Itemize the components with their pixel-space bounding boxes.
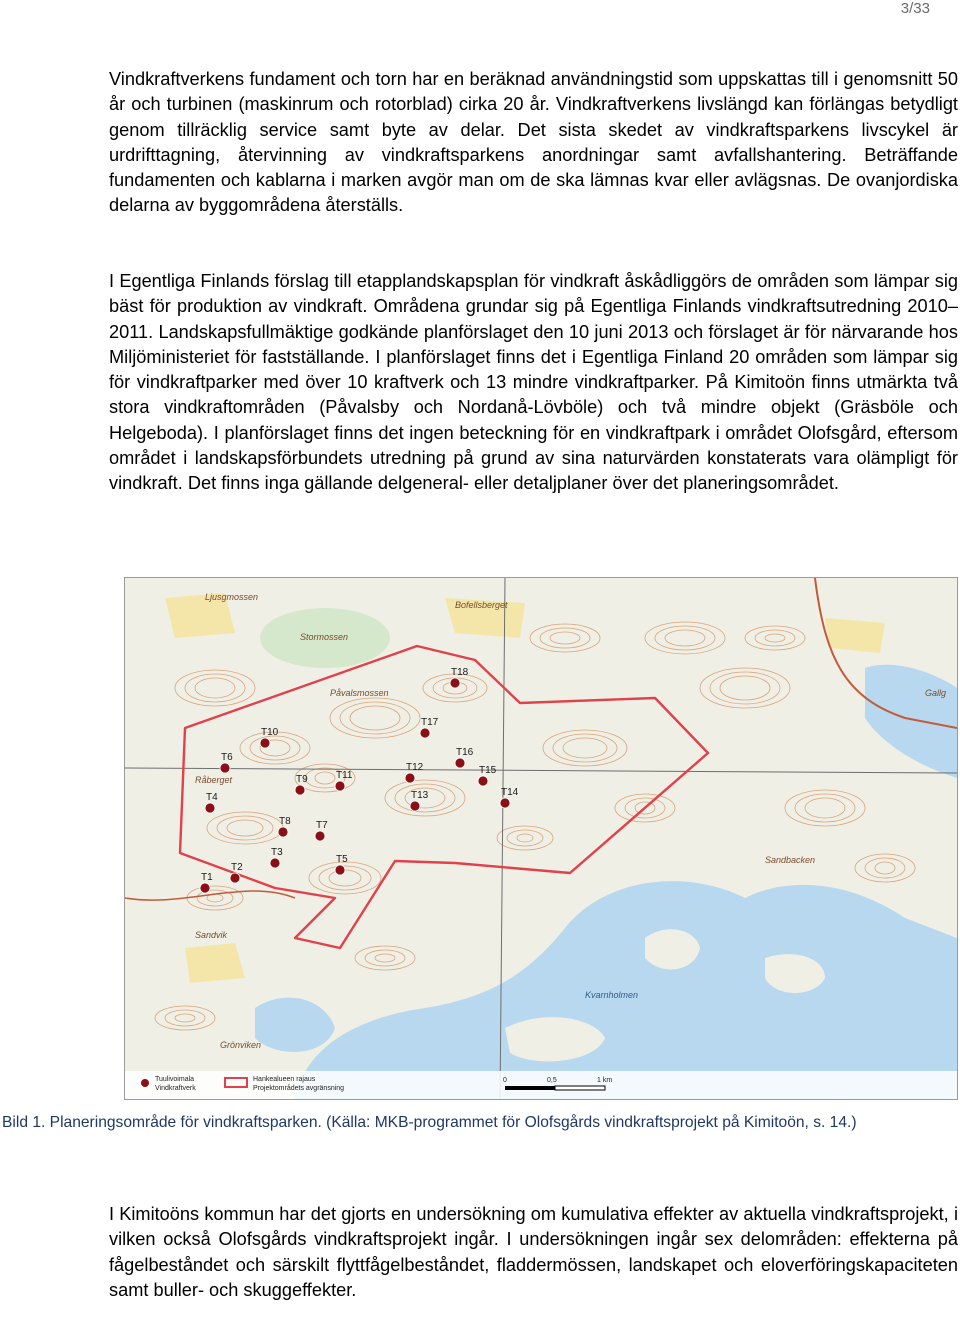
place-label: Sandbacken bbox=[765, 855, 816, 865]
turbine-marker-t7 bbox=[315, 831, 325, 841]
legend-turbine-symbol bbox=[141, 1079, 149, 1087]
place-label: Grönviken bbox=[220, 1040, 262, 1050]
place-label: Råberget bbox=[195, 775, 233, 785]
turbine-marker-t3 bbox=[270, 858, 280, 868]
turbine-label-t16: T16 bbox=[456, 747, 474, 758]
scale-label-0: 0 bbox=[503, 1077, 507, 1084]
turbine-marker-t11 bbox=[335, 781, 345, 791]
turbine-label-t8: T8 bbox=[279, 816, 291, 827]
map-field-3 bbox=[185, 943, 245, 983]
place-label: Bofellsberget bbox=[455, 600, 508, 610]
turbine-marker-t16 bbox=[455, 758, 465, 768]
place-label: Sandvik bbox=[195, 930, 228, 940]
turbine-label-t15: T15 bbox=[479, 765, 497, 776]
place-label: Gallg bbox=[925, 688, 947, 698]
turbine-label-t17: T17 bbox=[421, 717, 439, 728]
turbine-label-t7: T7 bbox=[316, 820, 328, 831]
scale-label-1km: 1 km bbox=[597, 1077, 613, 1084]
turbine-label-t10: T10 bbox=[261, 727, 279, 738]
paragraph-cumulative-study: I Kimitoöns kommun har det gjorts en undersökning om kumulativa effekter av aktuella vindkraftsprojekt, i vilken också Olofsgårds vindkraftsprojekt ingår. I undersökningen ingår sex delområden: effekterna på fågelbeståndet och särskilt flyttfågelbeståndet, fladdermössen, landskapet och eloverföringskapaciteten samt buller- och skuggeffekter. bbox=[109, 1204, 958, 1300]
turbine-marker-t13 bbox=[410, 801, 420, 811]
turbine-marker-t6 bbox=[220, 763, 230, 773]
legend-boundary-label-sv: Projektområdets avgränsning bbox=[253, 1085, 345, 1092]
map-legend bbox=[125, 1071, 957, 1099]
turbine-marker-t1 bbox=[200, 883, 210, 893]
figure-caption: Bild 1. Planeringsområde för vindkraftsparken. (Källa: MKB-programmet för Olofsgårds vindkraftsprojekt på Kimitoön, s. 14.) bbox=[2, 1114, 857, 1131]
turbine-marker-t10 bbox=[260, 738, 270, 748]
turbine-marker-t17 bbox=[420, 728, 430, 738]
turbine-marker-t4 bbox=[205, 803, 215, 813]
scale-bar-segment-2 bbox=[555, 1086, 605, 1090]
place-label: Kvarnholmen bbox=[585, 990, 639, 1000]
turbine-label-t5: T5 bbox=[336, 854, 348, 865]
turbine-label-t4: T4 bbox=[206, 792, 218, 803]
turbine-marker-t14 bbox=[500, 798, 510, 808]
turbine-marker-t8 bbox=[278, 827, 288, 837]
turbine-marker-t18 bbox=[450, 678, 460, 688]
turbine-label-t11: T11 bbox=[336, 770, 353, 781]
turbine-marker-t15 bbox=[478, 776, 488, 786]
turbine-marker-t9 bbox=[295, 785, 305, 795]
scale-label-half: 0,5 bbox=[547, 1077, 557, 1084]
turbine-label-t2: T2 bbox=[231, 862, 243, 873]
map-svg bbox=[125, 578, 957, 1099]
map-field-4 bbox=[825, 618, 885, 653]
turbine-marker-t2 bbox=[230, 873, 240, 883]
turbine-label-t6: T6 bbox=[221, 752, 233, 763]
turbine-label-t1: T1 bbox=[201, 872, 213, 883]
paragraph-lifespan: Vindkraftverkens fundament och torn har en beräknad användningstid som uppskattas till i genomsnitt 50 år och turbinen (maskinrum och rotorblad) cirka 20 år. Vindkraftverkens livslängd kan förlängas betydligt genom tillräcklig service samt byte av delar. Det sista skedet av vindkraftsparkens livscykel är urdrifttagning, återvinning av vindkraftsparkens anordningar samt avfallshantering. Beträffande fundamenten och kablarna i marken avgör man om de ska lämnas kvar eller avlägsnas. De ovanjordiska delarna av byggområdena återställs. bbox=[109, 69, 958, 216]
turbine-marker-t12 bbox=[405, 773, 415, 783]
page-number: 3/33 bbox=[900, 0, 930, 17]
place-label: Stormossen bbox=[300, 632, 349, 642]
turbine-label-t18: T18 bbox=[451, 667, 469, 678]
turbine-label-t14: T14 bbox=[501, 787, 519, 798]
turbine-label-t12: T12 bbox=[406, 762, 424, 773]
place-label: Ljusgmossen bbox=[205, 592, 259, 602]
turbine-label-t9: T9 bbox=[296, 774, 308, 785]
paragraph-regional-plan: I Egentliga Finlands förslag till etapplandskapsplan för vindkraft åskådliggörs de områden som lämpar sig bäst för produktion av vindkraft. Områdena grundar sig på Egentliga Finlands vindkraftsutredning 2010–2011. Landskapsfullmäktige godkände planförslaget den 10 juni 2013 och förslaget är för närvarande hos Miljöministeriet för fastställande. I planförslaget finns det i Egentliga Finland 20 områden som lämpar sig för vindkraftparker med över 10 kraftverk och 13 mindre vindkraftparker. På Kimitoön finns utmärkta två stora vindkraftområden (Påvalsby och Nordanå-Lövböle) och två mindre objekt (Gräsböle och Helgeboda). I planförslaget finns det ingen beteckning för en vindkraftpark i området Olofsgård, eftersom området i landskapsförbundets utredning på grund av sina naturvärden konstaterats vara olämpligt för vindkraft. Det finns inga gällande delgeneral- eller detaljplaner över det planeringsområdet. bbox=[109, 271, 958, 494]
legend-turbine-label-fi: Tuulivoimala bbox=[155, 1076, 195, 1083]
place-label: Påvalsmossen bbox=[330, 688, 389, 698]
planning-area-map bbox=[124, 577, 958, 1100]
turbine-label-t3: T3 bbox=[271, 847, 283, 858]
legend-boundary-label-fi: Hankealueen rajaus bbox=[253, 1076, 316, 1083]
turbine-marker-t5 bbox=[335, 865, 345, 875]
legend-turbine-label-sv: Vindkraftverk bbox=[155, 1085, 196, 1092]
scale-bar-segment-1 bbox=[505, 1086, 555, 1090]
turbine-label-t13: T13 bbox=[411, 790, 429, 801]
legend-background bbox=[125, 1071, 957, 1099]
